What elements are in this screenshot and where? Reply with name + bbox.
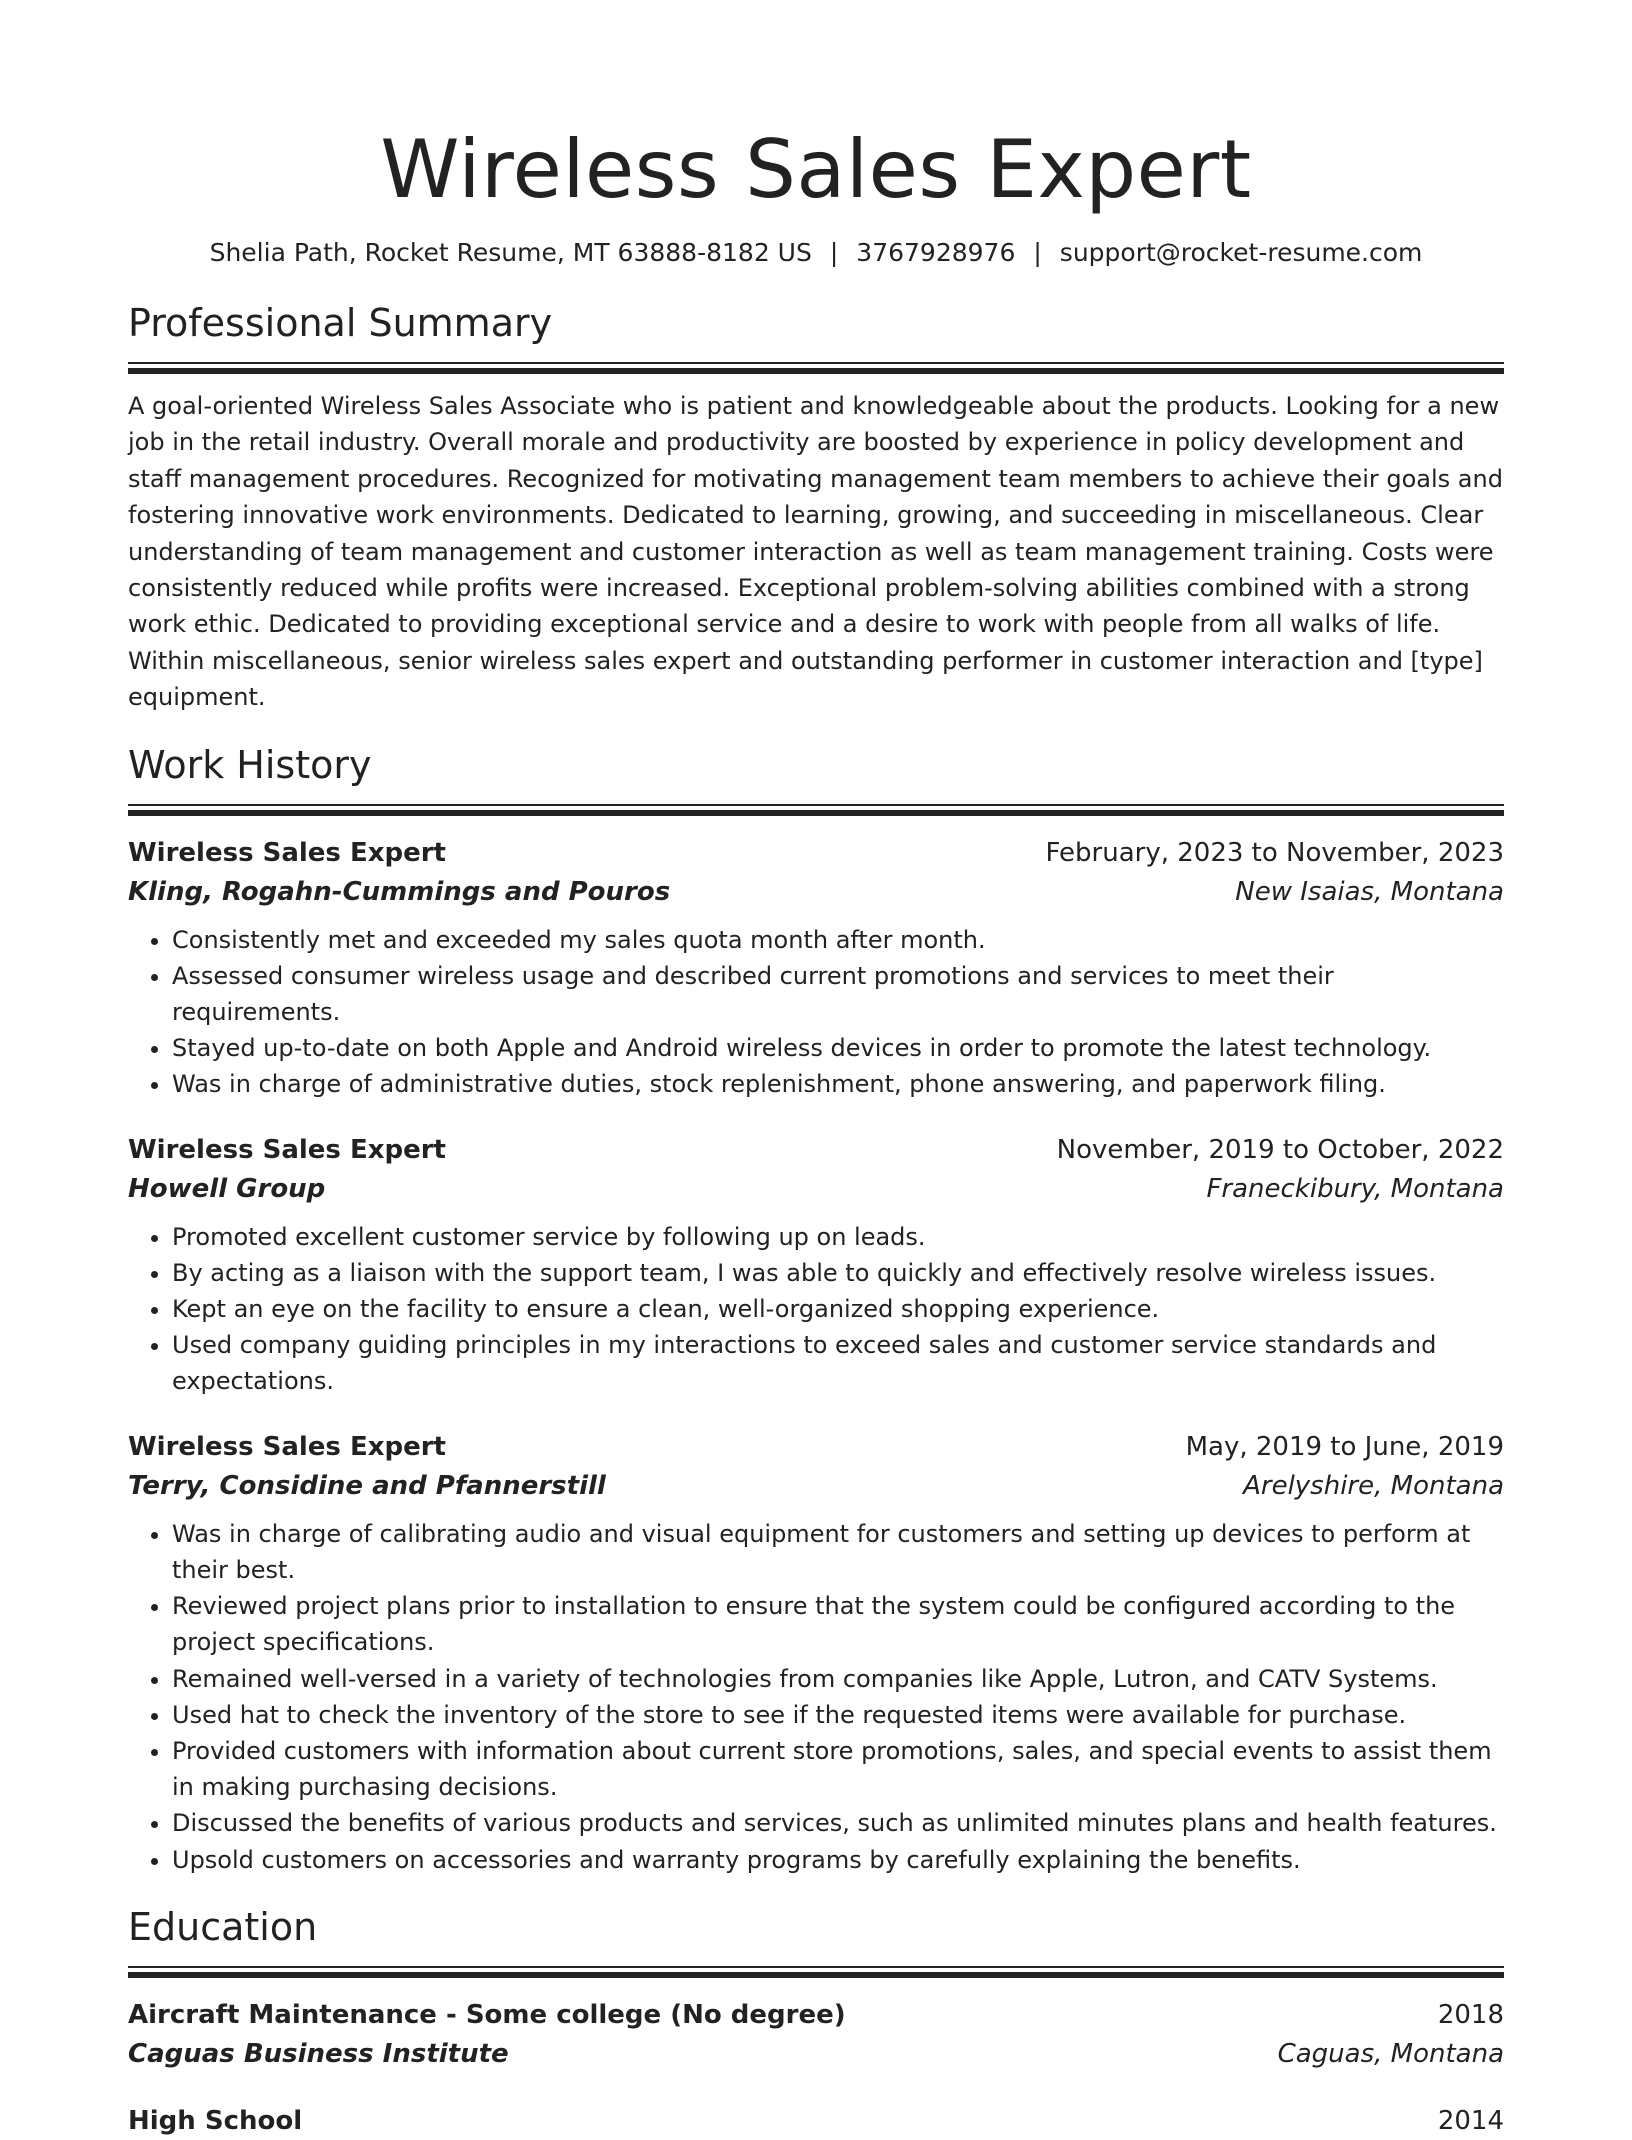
job-bullet: • Was in charge of administrative duties, stock replenishment, phone answering, and paperwork filing.	[172, 1066, 1504, 1102]
job-bullet: • Used company guiding principles in my interactions to exceed sales and customer service standards and expectations.	[172, 1327, 1504, 1399]
education-location: Caguas, Montana	[1277, 2038, 1504, 2069]
job-bullet: • By acting as a liaison with the support team, I was able to quickly and effectively resolve wireless issues.	[172, 1255, 1504, 1291]
job-bullet: • Remained well-versed in a variety of technologies from companies like Apple, Lutron, and CATV Systems.	[172, 1661, 1504, 1697]
job-bullet: • Promoted excellent customer service by following up on leads.	[172, 1219, 1504, 1255]
section-title-summary: Professional Summary	[128, 301, 553, 345]
job-location: Franeckibury, Montana	[1206, 1173, 1504, 1204]
job-company: Kling, Rogahn-Cummings and Pouros	[128, 876, 671, 907]
work-history-section	[128, 742, 1504, 1878]
job-bullet: • Discussed the benefits of various products and services, such as unlimited minutes plans and health features.	[172, 1805, 1504, 1841]
job-title: Wireless Sales Expert	[128, 1134, 446, 1165]
job-title: Wireless Sales Expert	[128, 837, 446, 868]
job-bullet: • Upsold customers on accessories and warranty programs by carefully explaining the benefits.	[172, 1842, 1504, 1878]
job-bullets	[128, 1516, 1504, 1878]
contact-separator: |	[829, 238, 839, 267]
education-degree: Aircraft Maintenance - Some college (No degree)	[128, 1999, 846, 2030]
summary-text: A goal-oriented Wireless Sales Associate who is patient and knowledgeable about the products. Looking for a new job in the retail industry. Overall morale and productivity are boosted by experience in policy development and staff management procedures. Recognized for motivating management team members to achieve their goals and fostering innovative work environments. Dedicated to learning, growing, and succeeding in miscellaneous. Clear understanding of team management and customer interaction as well as team management training. Costs were consistently reduced while profits were increased. Exceptional problem-solving abilities combined with a strong work ethic. Dedicated to providing exceptional service and a desire to work with people from all walks of life. Within miscellaneous, senior wireless sales expert and outstanding performer in customer interaction and [type] equipment.	[128, 392, 1503, 712]
section-divider	[128, 804, 1504, 816]
job-bullet: • Stayed up-to-date on both Apple and Android wireless devices in order to promote the latest technology.	[172, 1030, 1504, 1066]
job-bullet: • Reviewed project plans prior to installation to ensure that the system could be configured according to the project specifications.	[172, 1588, 1504, 1660]
job-location: New Isaias, Montana	[1235, 876, 1504, 907]
job-entry	[128, 1428, 1504, 1878]
job-entry	[128, 834, 1504, 1103]
job-bullets	[128, 922, 1504, 1103]
job-location: Arelyshire, Montana	[1243, 1470, 1504, 1501]
section-divider	[128, 1966, 1504, 1978]
education-year: 2018	[1437, 1999, 1504, 2030]
education-section	[128, 1904, 1504, 2140]
education-year: 2014	[1437, 2105, 1504, 2136]
summary-section	[128, 300, 1504, 716]
section-divider	[128, 362, 1504, 374]
job-bullets	[128, 1219, 1504, 1400]
contact-line	[128, 236, 1504, 270]
education-entry	[128, 2102, 1504, 2140]
job-dates: February, 2023 to November, 2023	[1045, 837, 1504, 868]
job-dates: November, 2019 to October, 2022	[1056, 1134, 1504, 1165]
resume-name: Wireless Sales Expert	[380, 123, 1252, 216]
education-degree: High School	[128, 2105, 303, 2136]
section-title-work-history: Work History	[128, 742, 372, 787]
job-title: Wireless Sales Expert	[128, 1431, 446, 1462]
job-bullet: • Was in charge of calibrating audio and visual equipment for customers and setting up devices to perform at their best.	[172, 1516, 1504, 1588]
job-company: Howell Group	[128, 1173, 326, 1204]
job-bullet: • Kept an eye on the facility to ensure a clean, well-organized shopping experience.	[172, 1291, 1504, 1327]
job-bullet: • Assessed consumer wireless usage and described current promotions and services to meet their requirements.	[172, 958, 1504, 1030]
section-title-education: Education	[128, 1904, 318, 1949]
contact-phone: 3767928976	[856, 238, 1016, 267]
contact-separator: |	[1033, 238, 1042, 267]
job-entry	[128, 1131, 1504, 1400]
job-bullet: • Provided customers with information about current store promotions, sales, and special events to assist them in making purchasing decisions.	[172, 1733, 1504, 1805]
contact-email: support@rocket-resume.com	[1059, 238, 1423, 267]
job-bullet: • Used hat to check the inventory of the store to see if the requested items were available for purchase.	[172, 1697, 1504, 1733]
education-entry	[128, 1996, 1504, 2074]
contact-address: Shelia Path, Rocket Resume, MT 63888-8182 US	[209, 238, 812, 267]
resume-page	[128, 0, 1504, 2140]
education-school: Caguas Business Institute	[128, 2038, 509, 2069]
job-bullet: • Consistently met and exceeded my sales quota month after month.	[172, 922, 1504, 958]
job-dates: May, 2019 to June, 2019	[1185, 1431, 1504, 1462]
job-company: Terry, Considine and Pfannerstill	[128, 1470, 606, 1501]
